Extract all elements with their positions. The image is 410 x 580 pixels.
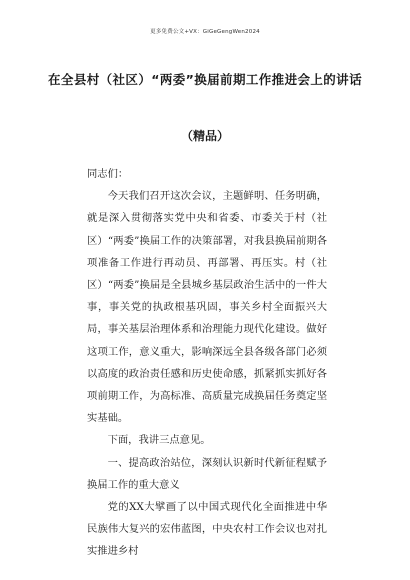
body-paragraph: 今天我们召开这次会议，主题鲜明、任务明确，就是深入贯彻落实党中央和省委、市委关于村（社区）“两委”换届工作的决策部署，对我县换届前期各项准备工作进行再动员、再部署、再压实。村（社区）“两委”换届是全县城乡基层政治生活中的一件大事，事关党的执政根基巩固，事关乡村全面振兴大局，事关基层治理体系和治理能力现代化建设。做好这项工作，意义重大，影响深远全县各级各部门必须以高度的政治责任感和历史使命感，抓紧抓实抓好各项前期工作，为高标准、高质量完成换届任务奠定坚实基础。 [87, 190, 327, 425]
header-note: 更多免费公文+VX：GiGeGengWen2024 [150, 29, 260, 35]
document-subtitle: （精品） [180, 129, 229, 143]
body-paragraph: 下面，我讲三点意见。 [107, 434, 211, 447]
salutation: 同志们： [87, 168, 129, 180]
document-body [87, 163, 327, 563]
body-paragraph: 党的XX大擘画了以中国式现代化全面推进中华民族伟大复兴的宏伟蓝图，中央农村工作会议也对扎实推进乡村 [87, 501, 327, 558]
document-title: 在全县村（社区）“两委”换届前期工作推进会上的讲话 [48, 72, 362, 87]
section-heading: 一、提高政治站位，深刻认识新时代新征程赋予换届工作的重大意义 [87, 456, 327, 491]
